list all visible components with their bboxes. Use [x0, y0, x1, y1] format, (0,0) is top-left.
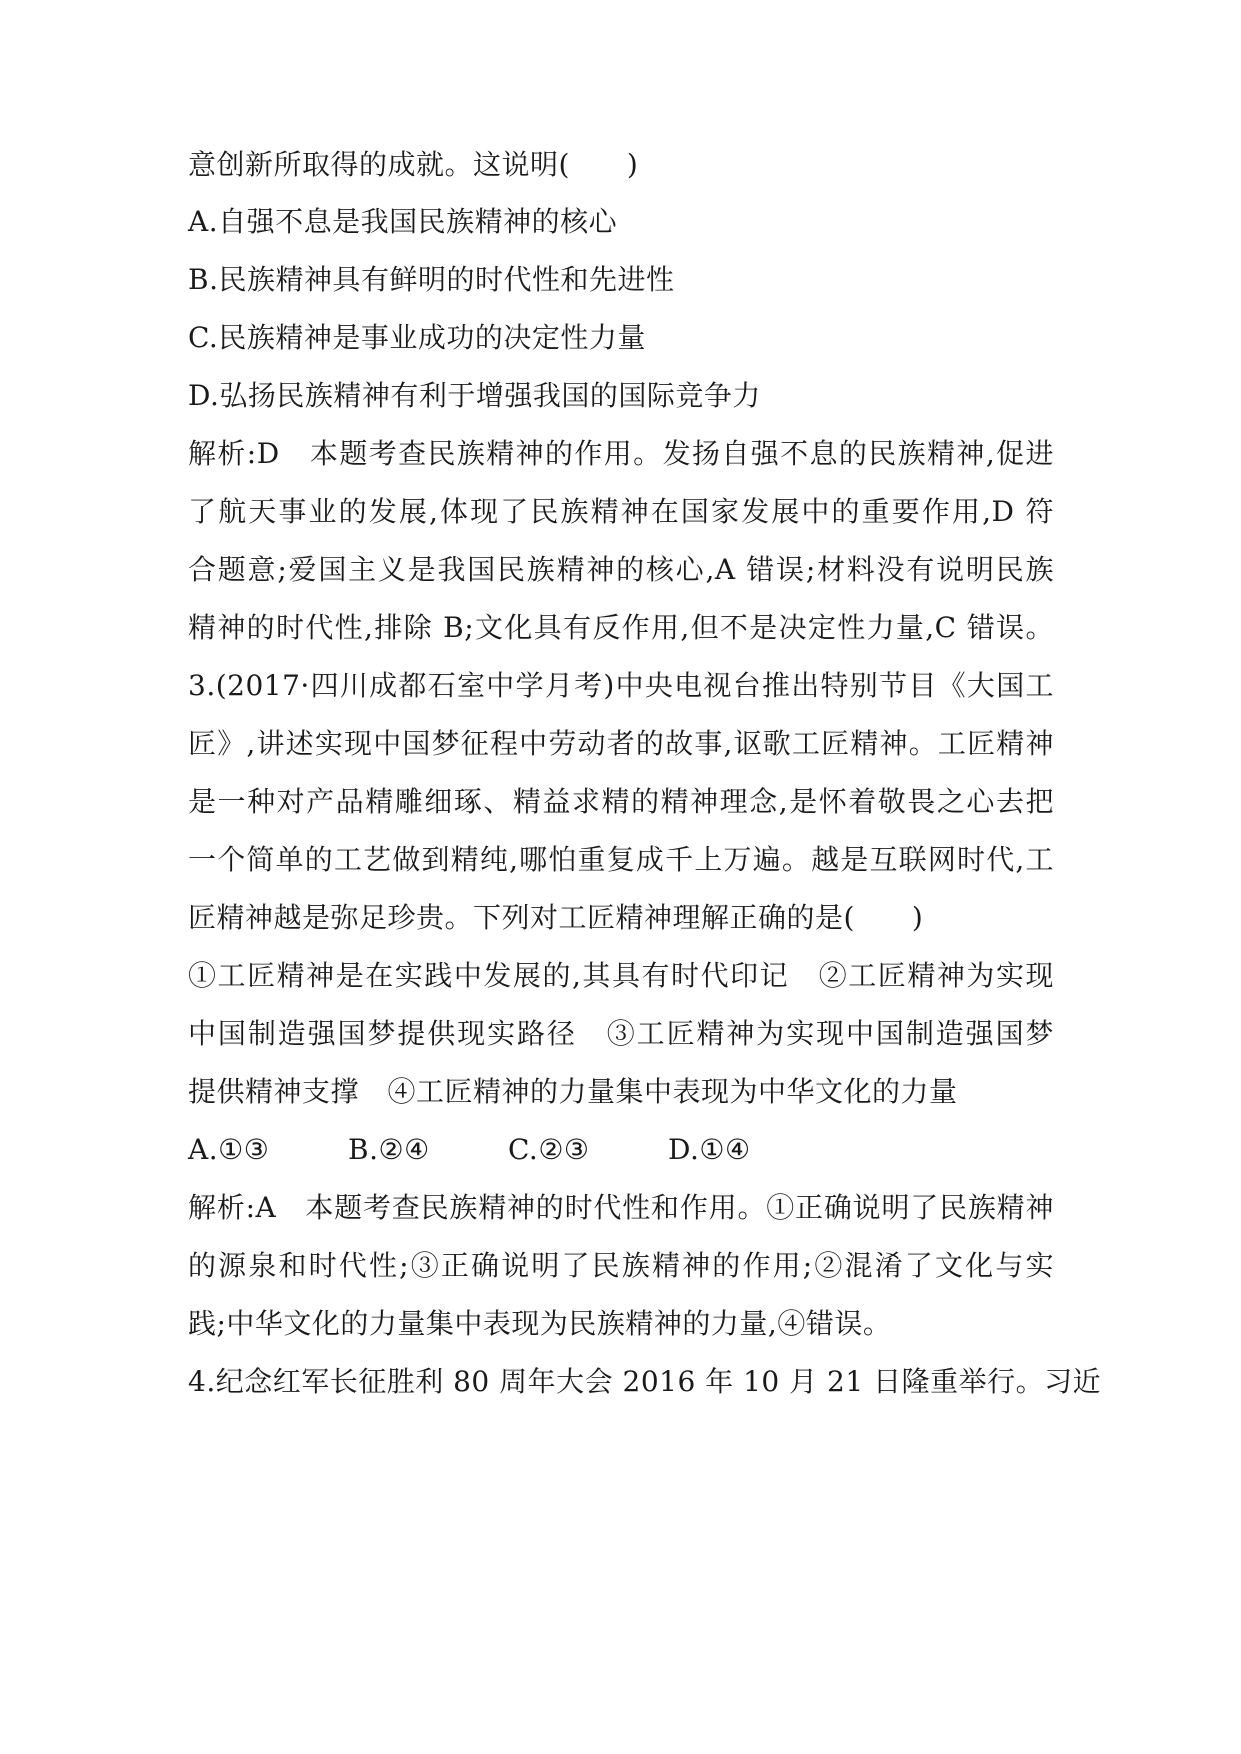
q2-analysis-line: 了航天事业的发展,体现了民族精神在国家发展中的重要作用,D 符 — [188, 495, 1054, 528]
q2-option-a: A.自强不息是我国民族精神的核心 — [188, 205, 618, 238]
q3-stem-line: 匠精神越是弥足珍贵。下列对工匠精神理解正确的是( ) — [188, 901, 924, 934]
q2-analysis-line: 解析:D 本题考查民族精神的作用。发扬自强不息的民族精神,促进 — [188, 437, 1054, 470]
q2-analysis-line: 精神的时代性,排除 B;文化具有反作用,但不是决定性力量,C 错误。 — [188, 611, 1054, 644]
q3-stem-line: 3.(2017·四川成都石室中学月考)中央电视台推出特别节目《大国工 — [188, 669, 1054, 702]
q3-analysis-line: 的源泉和时代性;③正确说明了民族精神的作用;②混淆了文化与实 — [188, 1249, 1054, 1282]
q3-option-c: C.②③ — [508, 1133, 590, 1166]
q3-statement-line: 提供精神支撑 ④工匠精神的力量集中表现为中华文化的力量 — [188, 1075, 958, 1108]
q3-statement-line: ①工匠精神是在实践中发展的,其具有时代印记 ②工匠精神为实现 — [188, 959, 1054, 992]
q3-option-b: B.②④ — [348, 1133, 430, 1166]
q2-option-b: B.民族精神具有鲜明的时代性和先进性 — [188, 263, 675, 296]
q3-option-d: D.①④ — [668, 1133, 751, 1166]
q3-stem-line: 匠》,讲述实现中国梦征程中劳动者的故事,讴歌工匠精神。工匠精神 — [188, 727, 1054, 760]
q2-option-d: D.弘扬民族精神有利于增强我国的国际竞争力 — [188, 379, 761, 412]
q3-analysis-line: 践;中华文化的力量集中表现为民族精神的力量,④错误。 — [188, 1307, 892, 1340]
q3-options-row — [188, 1130, 1054, 1170]
q3-option-a: A.①③ — [188, 1133, 270, 1166]
q4-stem-line: 4.纪念红军长征胜利 80 周年大会 2016 年 10 月 21 日隆重举行。习近 — [188, 1365, 1102, 1398]
q3-stem-line: 一个简单的工艺做到精纯,哪怕重复成千上万遍。越是互联网时代,工 — [188, 843, 1054, 876]
q3-analysis-line: 解析:A 本题考查民族精神的时代性和作用。①正确说明了民族精神 — [188, 1191, 1054, 1224]
q2-analysis-line: 合题意;爱国主义是我国民族精神的核心,A 错误;材料没有说明民族 — [188, 553, 1054, 586]
q2-stem-tail: 意创新所取得的成就。这说明( ) — [188, 148, 639, 181]
q2-option-c: C.民族精神是事业成功的决定性力量 — [188, 321, 646, 354]
q3-statement-line: 中国制造强国梦提供现实路径 ③工匠精神为实现中国制造强国梦 — [188, 1017, 1054, 1050]
q3-stem-line: 是一种对产品精雕细琢、精益求精的精神理念,是怀着敬畏之心去把 — [188, 785, 1054, 818]
